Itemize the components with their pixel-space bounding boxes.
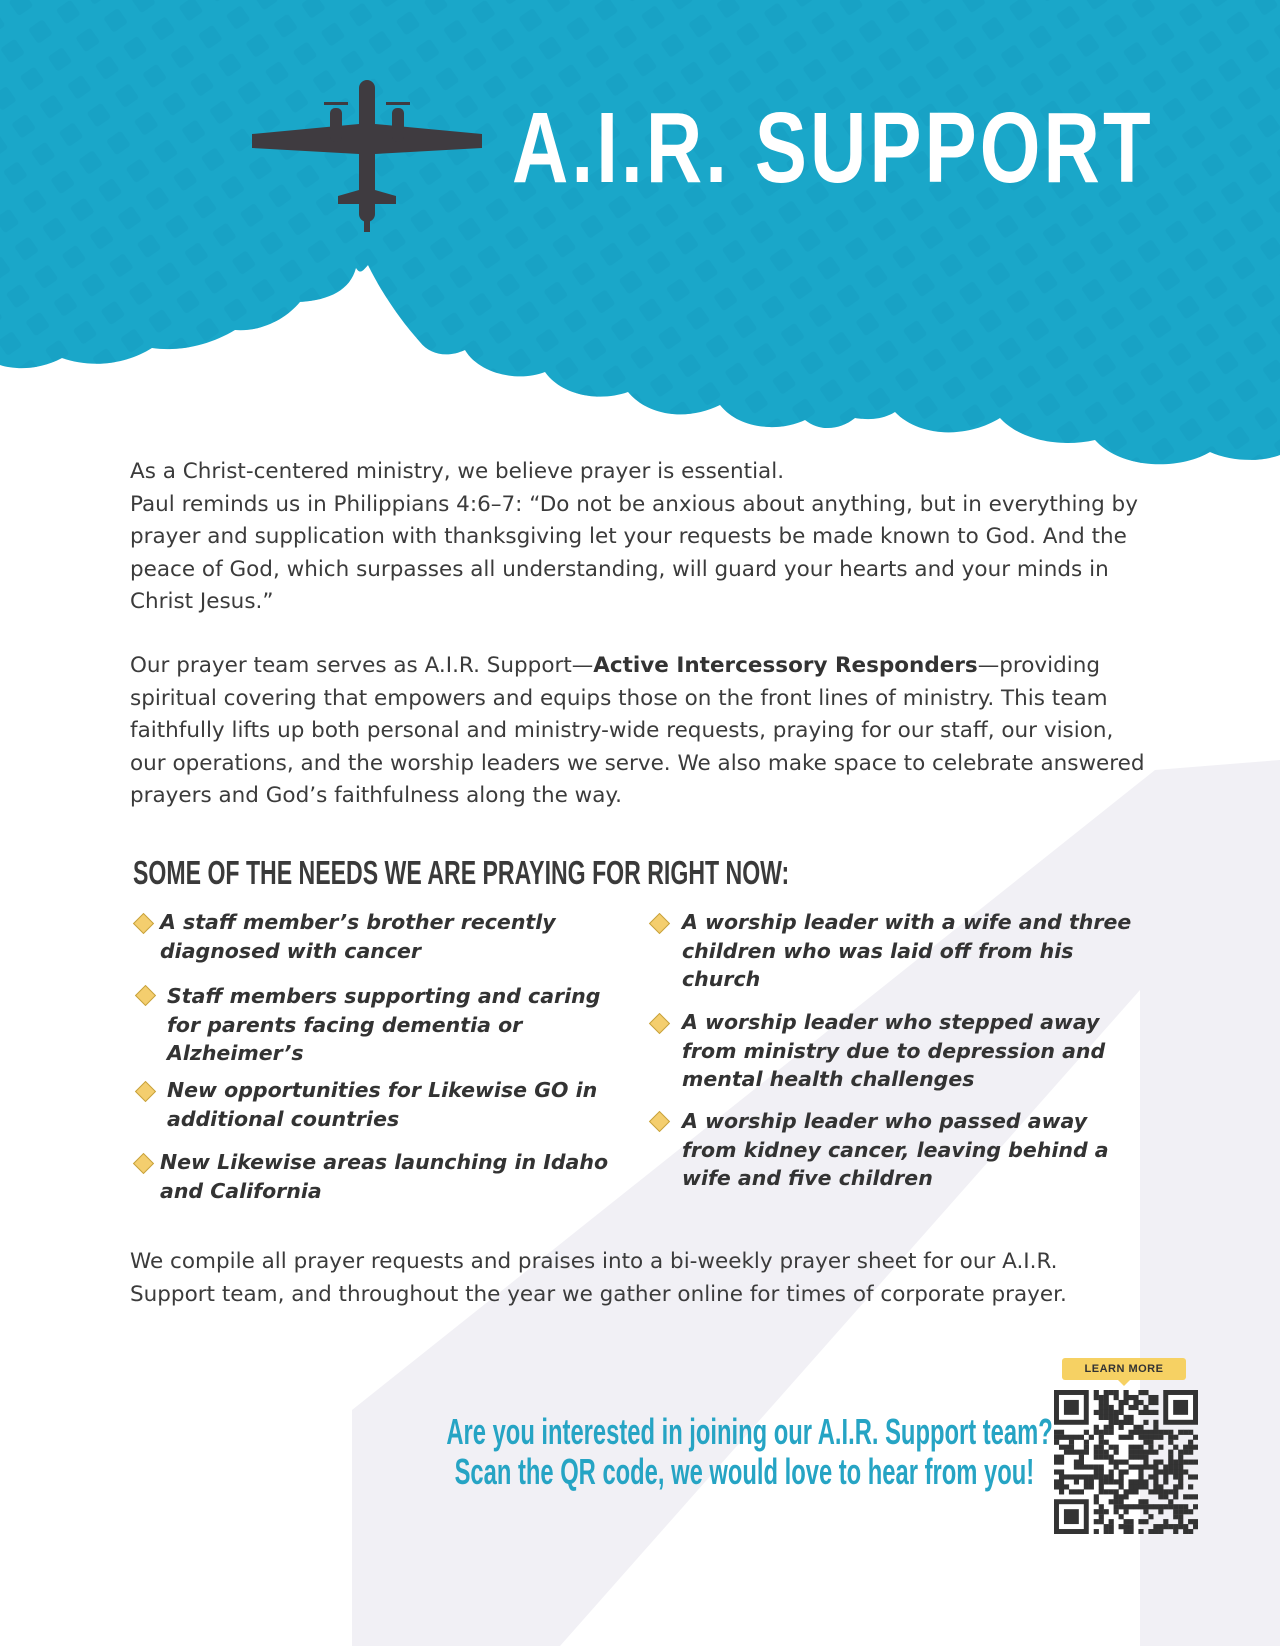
intro-p2-end: —providing spiritual covering that empowers and equips those on the front lines of ministry. This team faithfully lifts up both personal and ministry-wide requests, praying for our staff, our vision, our operations, and the worship leaders we serve. We also make space to celebrate answered prayers and God’s faithfulness along the way. bbox=[130, 653, 1145, 808]
need-item-right-2: A worship leader who stepped away from ministry due to depression and mental health challenges bbox=[682, 1010, 1106, 1091]
qr-code-icon[interactable] bbox=[1054, 1390, 1198, 1534]
intro-p2-bold: Active Intercessory Responders bbox=[593, 653, 978, 678]
intro-p2-start: Our prayer team serves as A.I.R. Support— bbox=[130, 653, 594, 678]
intro-line-1: As a Christ-centered ministry, we believe prayer is essential. bbox=[130, 459, 785, 484]
page-title: A.I.R. SUPPORT bbox=[512, 92, 1154, 204]
closing-paragraph: We compile all prayer requests and praises into a bi-weekly prayer sheet for our A.I.R. Support team, and throughout the year we gather online for times of corporate prayer. bbox=[130, 1249, 1067, 1307]
cta-line-2: Scan the QR code, we would love to hear from you! bbox=[454, 1451, 1034, 1492]
cta-line-1: Are you interested in joining our A.I.R. Support team? bbox=[446, 1411, 1053, 1452]
airplane-icon bbox=[252, 72, 482, 234]
need-item-left-3: New opportunities for Likewise GO in additional countries bbox=[167, 1078, 598, 1131]
need-item-left-4: New Likewise areas launching in Idaho and California bbox=[160, 1150, 609, 1203]
need-item-right-3: A worship leader who passed away from kidney cancer, leaving behind a wife and five children bbox=[682, 1109, 1109, 1190]
intro-scripture: Paul reminds us in Philippians 4:6–7: “Do not be anxious about anything, but in everything by prayer and supplication with thanksgiving let your requests be made known to God. And the peace of God, which surpasses all understanding, will guard your hearts and your minds in Christ Jesus.” bbox=[130, 491, 1138, 614]
need-item-left-1: A staff member’s brother recently diagnosed with cancer bbox=[160, 910, 556, 963]
intro-paragraph-2 bbox=[130, 650, 1150, 813]
needs-heading: SOME OF THE NEEDS WE ARE PRAYING FOR RIGHT NOW: bbox=[133, 854, 790, 891]
learn-more-tag[interactable]: LEARN MORE bbox=[1062, 1358, 1186, 1380]
intro-paragraph-1 bbox=[130, 456, 1150, 619]
need-item-right-1: A worship leader with a wife and three children who was laid off from his church bbox=[682, 910, 1132, 991]
need-item-left-2: Staff members supporting and caring for parents facing dementia or Alzheimer’s bbox=[167, 984, 601, 1065]
